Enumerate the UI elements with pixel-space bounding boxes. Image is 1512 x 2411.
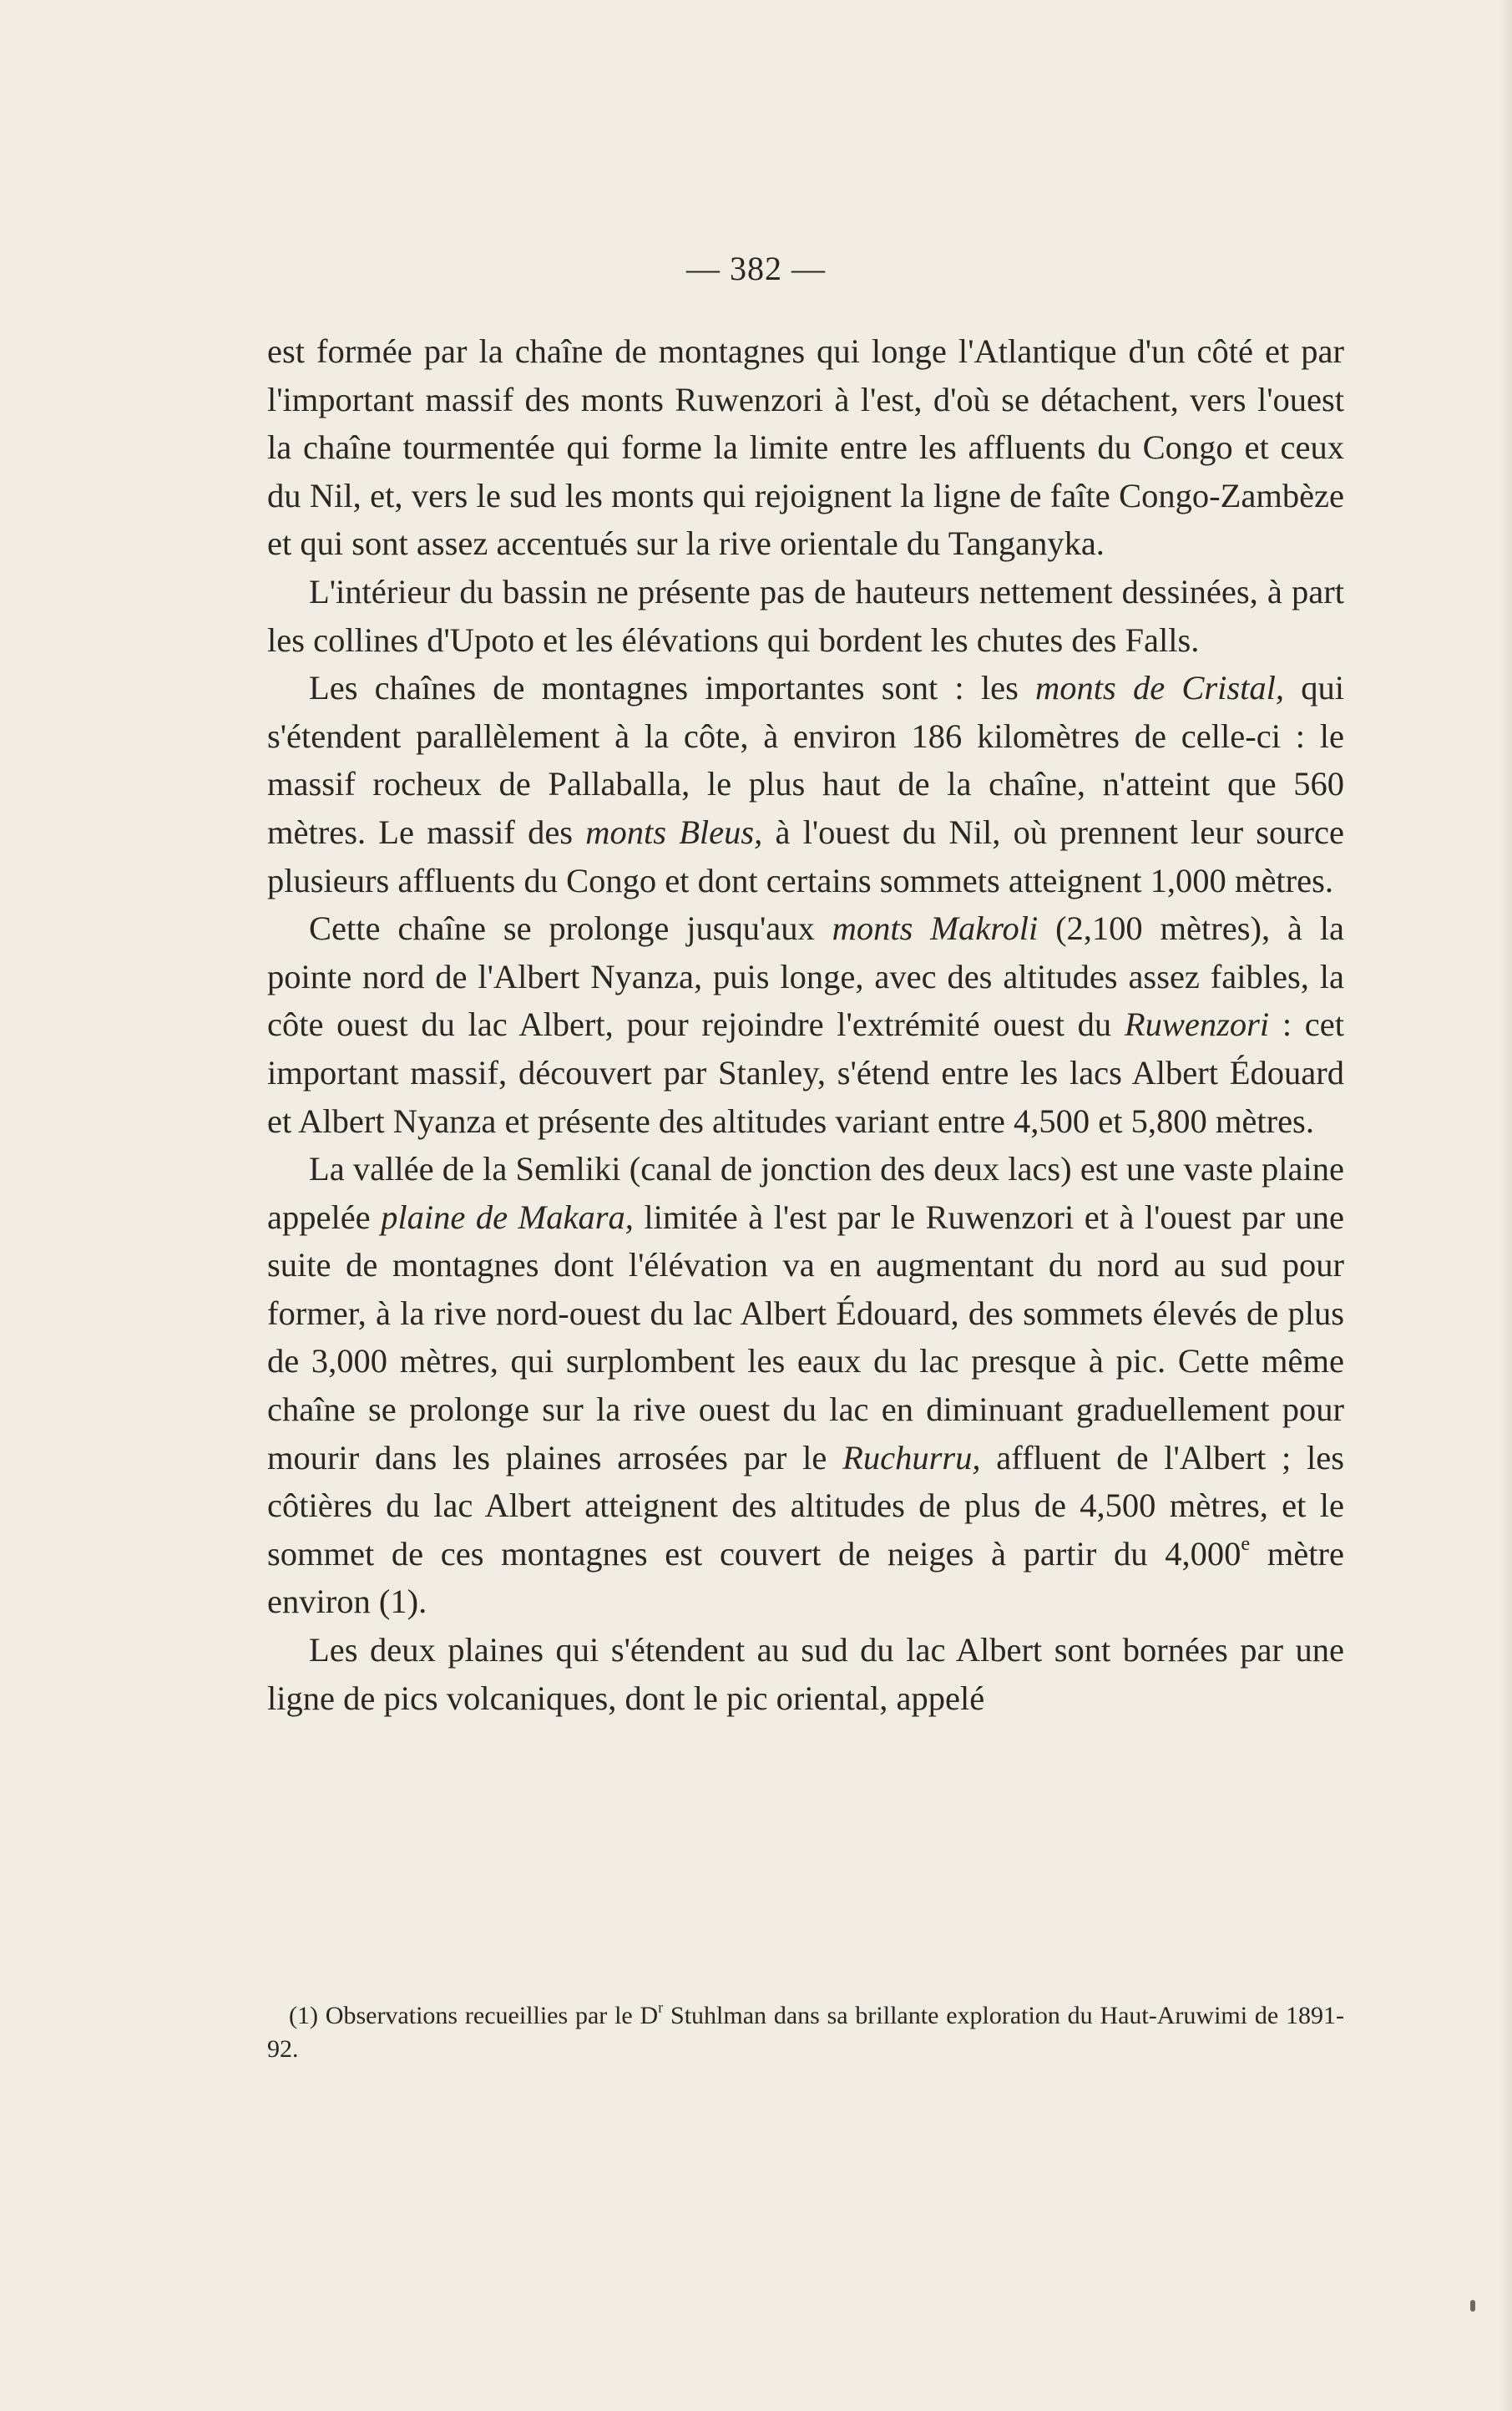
text-run: Les deux plaines qui s'étendent au sud du lac Albert sont bornées par une ligne de pics volcaniques, dont le pic oriental, appelé bbox=[267, 1631, 1344, 1717]
text-run: est formée par la chaîne de montagnes qui longe l'Atlantique d'un côté et par l'important massif des monts Ruwenzori à l'est, d'où se détachent, vers l'ouest la chaîne tourmentée qui forme la limite entre les affluents du Congo et ceux du Nil, et, vers le sud les monts qui rejoignent la ligne de faîte Congo-Zambèze et qui sont assez accentués sur la rive orientale du Tanganyka. bbox=[267, 332, 1344, 563]
page-edge bbox=[1500, 0, 1512, 2411]
text-run: mètre environ (1). bbox=[267, 1534, 1344, 1621]
paragraph bbox=[267, 1626, 1344, 1722]
italic-term: monts de Cristal, bbox=[1035, 669, 1285, 707]
paragraph bbox=[267, 904, 1344, 1145]
italic-term: monts Makroli bbox=[832, 909, 1039, 948]
text-run: : cet important massif, découvert par Stanley, s'étend entre les lacs Albert Édouard et Albert Nyanza et présente des altitudes variant entre 4,500 et 5,800 mètres. bbox=[267, 1005, 1344, 1140]
paragraph bbox=[267, 327, 1344, 568]
italic-term: Ruchurru, bbox=[842, 1438, 981, 1476]
italic-term: Ruwenzori bbox=[1124, 1005, 1270, 1044]
text-run: (2,100 mètres), à la pointe nord de l'Albert Nyanza, puis longe, avec des altitudes assez faibles, la côte ouest du lac Albert, pour rejoindre l'extrémité ouest du bbox=[267, 909, 1344, 1044]
text-run: La vallée de la Semliki (canal de jonction des deux lacs) est une vaste plaine appelée bbox=[267, 1150, 1344, 1236]
text-run: qui s'étendent parallèlement à la côte, à environ 186 kilomètres de celle-ci : le massif rocheux de Pallaballa, le plus haut de la chaîne, n'atteint que 560 mètres. Le massif des bbox=[267, 669, 1344, 851]
superscript: e bbox=[1241, 1532, 1251, 1555]
page-number: — 382 — bbox=[686, 250, 826, 287]
text-run: Les chaînes de montagnes importantes sont : les bbox=[309, 669, 1036, 707]
body-text bbox=[267, 327, 1344, 1722]
superscript: r bbox=[658, 1998, 664, 2016]
footnote-text bbox=[267, 1999, 1344, 2066]
italic-term: plaine de Makara, bbox=[381, 1198, 634, 1236]
text-run: L'intérieur du bassin ne présente pas de hauteurs nettement dessinées, à part les collines d'Upoto et les élévations qui bordent les chutes des Falls. bbox=[267, 572, 1344, 659]
text-run: (1) Observations recueillies par le D bbox=[289, 2002, 659, 2029]
italic-term: monts Bleus, bbox=[585, 813, 763, 851]
paragraph bbox=[267, 664, 1344, 904]
text-run: limitée à l'est par le Ruwenzori et à l'ouest par une suite de montagnes dont l'élévation va en augmentant du nord au sud pour former, à la rive nord-ouest du lac Albert Édouard, des sommets élevés de plus de 3,000 mètres, qui surplombent les eaux du lac presque à pic. Cette même chaîne se prolonge sur la rive ouest du lac en diminuant graduellement pour mourir dans les plaines arrosées par le bbox=[267, 1198, 1344, 1476]
paragraph bbox=[267, 568, 1344, 664]
paper-speck bbox=[1470, 2300, 1475, 2312]
text-run: affluent de l'Albert ; les côtières du lac Albert atteignent des altitudes de plus de 4,500 mètres, et le sommet de ces montagnes est couvert de neiges à partir du 4,000 bbox=[267, 1438, 1344, 1573]
text-run: à l'ouest du Nil, où prennent leur source plusieurs affluents du Congo et dont certains sommets atteignent 1,000 mètres. bbox=[267, 813, 1344, 899]
text-run: Stuhlman dans sa brillante exploration du Haut-Aruwimi de 1891-92. bbox=[267, 2002, 1344, 2063]
paragraph bbox=[267, 1145, 1344, 1626]
footnote bbox=[267, 1999, 1344, 2066]
text-run: Cette chaîne se prolonge jusqu'aux bbox=[309, 909, 832, 948]
